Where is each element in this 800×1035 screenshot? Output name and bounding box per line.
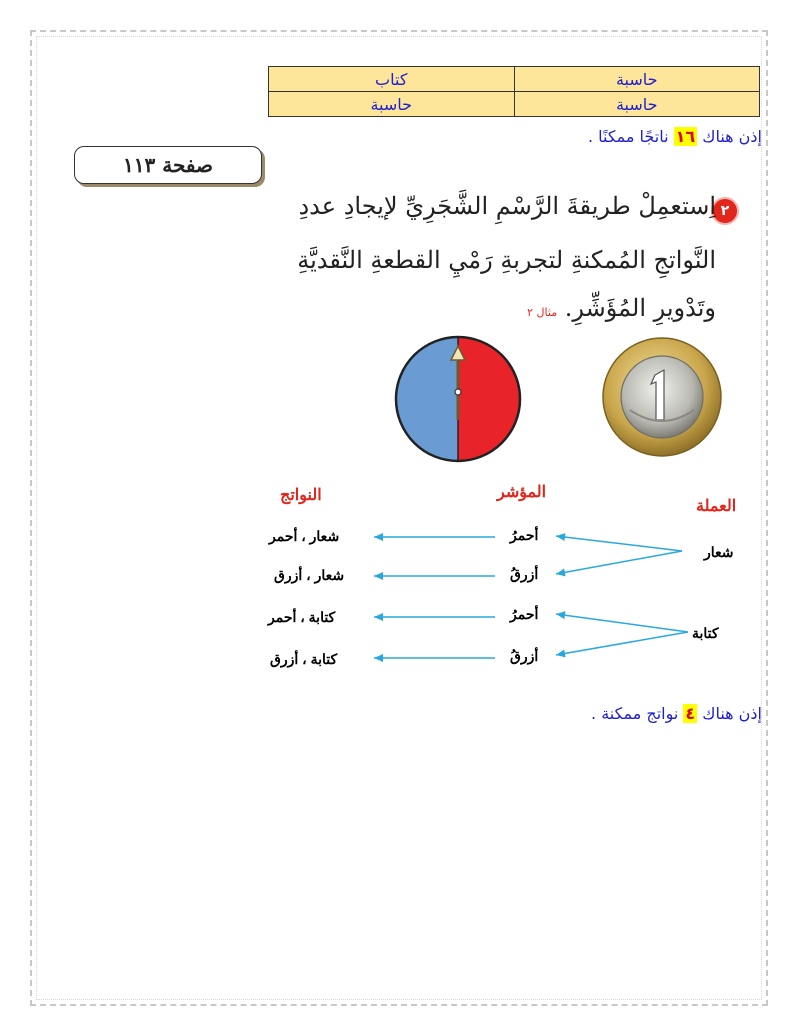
question-number-badge: ٢ [711,197,739,225]
outcome-arrow-1-head [374,533,383,541]
table-cell: حاسبة [514,67,760,92]
branch-tails-red [556,614,688,632]
pointer-blue-2: أزرقُ [510,648,539,664]
spinner-red-half [458,337,520,461]
outcome-1: شعار ، أحمر [269,528,340,544]
outcome-arrow-2-head [374,572,383,580]
question-line-2: النَّواتجِ المُمكنةِ لتجربةِ رَمْيِ القطعةِ النَّقديَّةِ [297,246,716,274]
question-line-1: اِستعمِلْ طريقةَ الرَّسْمِ الشَّجَرِيِّ لإيجادِ عددِ [298,192,716,220]
answer-prefix: إذن هناك [702,704,762,723]
coin-header: العملة [696,498,737,515]
table-cell: حاسبة [514,92,760,117]
branch-tails-red-head [556,611,565,619]
example-reference: مثال ٢ [527,306,558,319]
outcomes-header: النواتج [280,487,322,504]
outcome-4: كتابة ، أزرق [270,651,338,667]
outcome-arrow-4-head [374,654,383,662]
tree-arrows [374,533,688,662]
coin-image [603,338,721,456]
spinner-blue-half [396,337,458,461]
branch-heads-red [556,536,682,551]
outcome-arrow-3-head [374,613,383,621]
table-cell: كتاب [269,67,515,92]
outcome-3: كتابة ، أحمر [268,609,336,625]
pointer-red-2: أحمرُ [510,606,539,622]
answer-line-2 [591,704,762,723]
spinner-pivot [455,389,461,395]
pointer-blue-1: أزرقُ [510,566,539,582]
highlighted-number: ٤ [685,704,696,723]
answer-suffix: ناتجًا ممكنًا . [587,127,669,146]
branch-heads-blue-head [556,568,566,576]
pointer-header: المؤشر [497,484,547,501]
answer-suffix: نواتج ممكنة . [591,704,679,723]
spinner-image [396,337,520,461]
highlighted-number: ١٦ [675,127,696,146]
coin-tails: كتابة [692,625,719,641]
coin-heads: شعار [704,544,734,560]
branch-tails-blue [556,632,688,655]
page-number: صفحة ١١٣ [123,153,213,177]
pointer-red-1: أحمرُ [510,527,539,543]
branch-heads-blue [556,551,682,574]
branch-tails-blue-head [556,650,566,658]
question-text: وتَدْويرِ المُؤَشِّرِ. [564,294,716,322]
answer-prefix: إذن هناك [702,127,762,146]
outcome-2: شعار ، أزرق [274,567,345,583]
branch-heads-red-head [556,533,565,541]
table-cell: حاسبة [269,92,515,117]
